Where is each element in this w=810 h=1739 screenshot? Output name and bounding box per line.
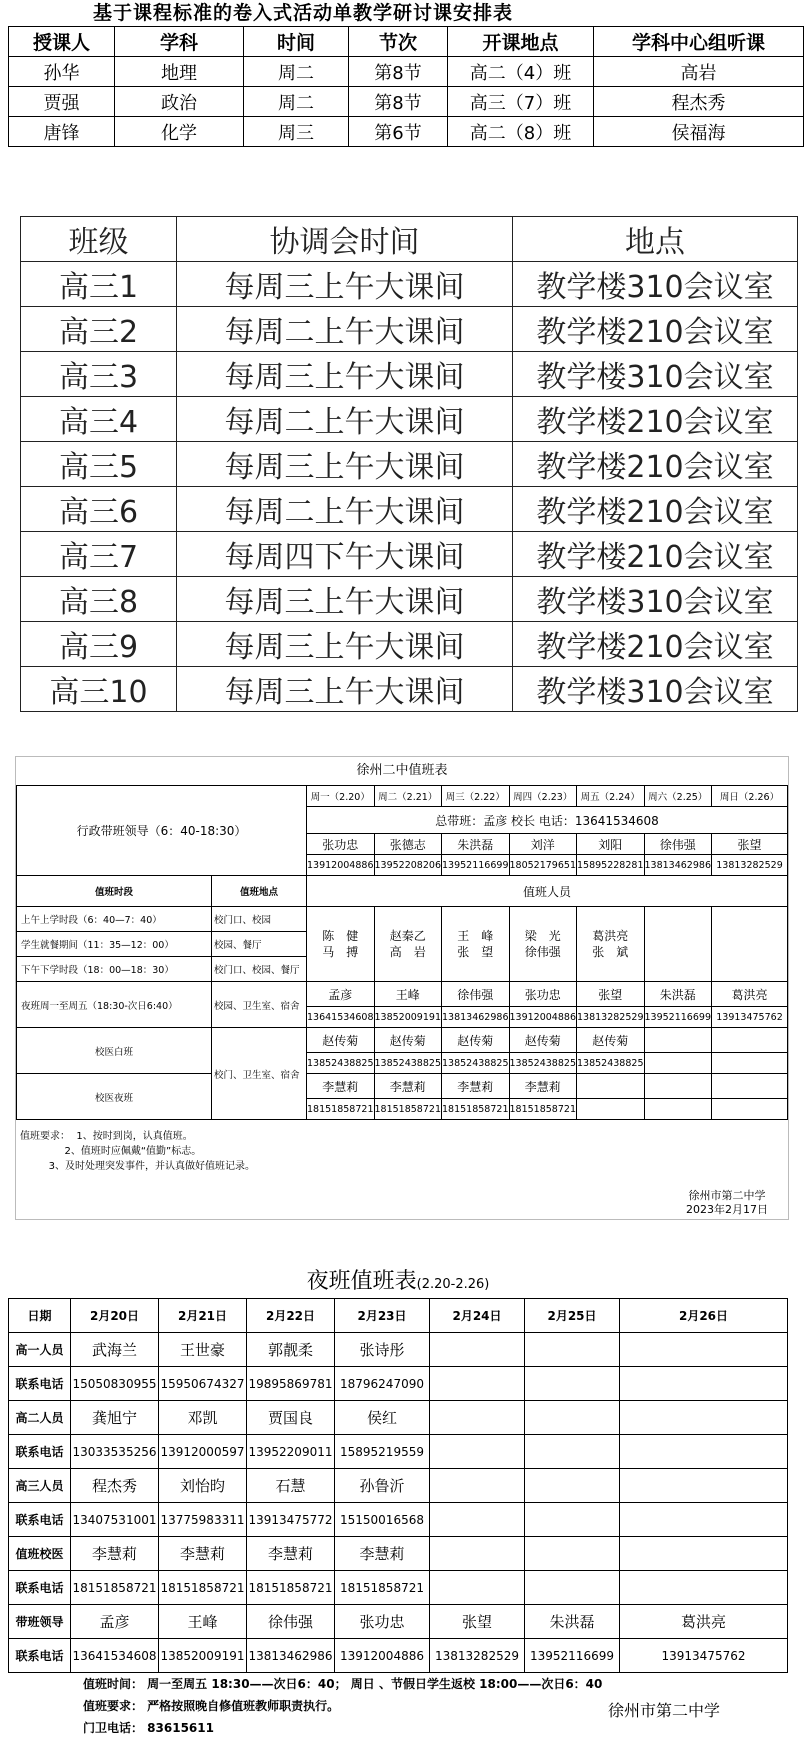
table-cell: 化学: [115, 117, 244, 147]
night-phone: 13813282529: [577, 1007, 645, 1028]
table-cell: 唐锋: [9, 117, 115, 147]
empty-cell: [644, 907, 712, 982]
phone-number: [430, 1435, 525, 1469]
table-row: [21, 667, 798, 712]
empty-cell: [712, 907, 788, 982]
night-name: 张功忠: [509, 982, 577, 1007]
duty-roster: [15, 756, 789, 1220]
person-name: 贾国良: [247, 1401, 335, 1435]
person-name: 葛洪亮: [620, 1605, 788, 1639]
phone-number: [430, 1367, 525, 1401]
person-name: [525, 1401, 620, 1435]
phone-number: 13407531001: [71, 1503, 159, 1537]
doctor-phone: 13852438825: [442, 1053, 510, 1074]
table-cell: 程杰秀: [594, 87, 804, 117]
table-cell: 教学楼210会议室: [513, 307, 798, 352]
table-cell: 高三8: [21, 577, 177, 622]
row-label: 联系电话: [9, 1435, 71, 1469]
table-cell: 周三: [244, 117, 349, 147]
row-label: 值班校医: [9, 1537, 71, 1571]
row-label: 联系电话: [9, 1367, 71, 1401]
table-cell: 高二（8）班: [448, 117, 594, 147]
phone-number: [620, 1571, 788, 1605]
duty-roster-signature: [686, 1189, 768, 1217]
day-cell: 周六（2.25）: [644, 786, 712, 807]
slot-place: 校园、餐厅: [212, 932, 307, 957]
row-label: 高三人员: [9, 1469, 71, 1503]
table-row: [21, 622, 798, 667]
day-people: 赵秦乙 高 岩: [374, 907, 442, 982]
leader-phone: 15895228281: [577, 855, 645, 876]
phone-number: 18151858721: [159, 1571, 247, 1605]
table-row: [9, 1367, 788, 1401]
table-cell: 教学楼310会议室: [513, 262, 798, 307]
date-label: 日期: [9, 1299, 71, 1333]
night-duty-signature: 徐州市第二中学: [608, 1701, 721, 1720]
header-cell: 时间: [244, 27, 349, 57]
person-name: 孙鲁沂: [335, 1469, 430, 1503]
person-name: 王世豪: [159, 1333, 247, 1367]
signature-date: 2023年2月17日: [686, 1203, 768, 1216]
table-row: [9, 1639, 788, 1673]
night-duty-time: 值班时间： 周一至周五 18:30——次日6：40； 周日 、节假日学生返校 18:00——次日6：40: [83, 1677, 603, 1691]
table-row: [21, 577, 798, 622]
night-name: 朱洪磊: [644, 982, 712, 1007]
table-cell: 教学楼210会议室: [513, 397, 798, 442]
table-row: [17, 907, 788, 932]
table-cell: 贾强: [9, 87, 115, 117]
night-duty-title: [8, 1266, 788, 1298]
table-row: [9, 1503, 788, 1537]
table-cell: 教学楼310会议室: [513, 352, 798, 397]
phone-number: 19895869781: [247, 1367, 335, 1401]
leader-phone: 13912004886: [307, 855, 375, 876]
table-cell: 第6节: [349, 117, 448, 147]
doctor-place: 校门、卫生室、宿舍: [212, 1028, 307, 1120]
table-row: [21, 532, 798, 577]
phone-number: 15150016568: [335, 1503, 430, 1537]
phone-number: 13641534608: [71, 1639, 159, 1673]
doctor-day-label: 校医白班: [17, 1028, 212, 1074]
phone-number: 13913475762: [620, 1639, 788, 1673]
night-phone: 13813462986: [442, 1007, 510, 1028]
leader-name: 刘洋: [509, 834, 577, 855]
table-cell: 每周四下午大课间: [177, 532, 513, 577]
day-people: 陈 健 马 搏: [307, 907, 375, 982]
person-name: 邓凯: [159, 1401, 247, 1435]
date-cell: 2月20日: [71, 1299, 159, 1333]
table-cell: 高三1: [21, 262, 177, 307]
phone-number: 13813462986: [247, 1639, 335, 1673]
table-row: [21, 487, 798, 532]
leader-name: 张德志: [374, 834, 442, 855]
table-row: [9, 1435, 788, 1469]
phone-number: [430, 1571, 525, 1605]
table-cell: 高岩: [594, 57, 804, 87]
table-row: [9, 1469, 788, 1503]
header-cell: 班级: [21, 217, 177, 262]
doctor-name: 赵传菊: [307, 1028, 375, 1053]
table-header-row: [9, 1299, 788, 1333]
person-name: [525, 1537, 620, 1571]
doctor-phone: 18151858721: [374, 1099, 442, 1120]
class-meeting-table: [20, 216, 798, 712]
header-cell: 开课地点: [448, 27, 594, 57]
night-duty-table: [8, 1266, 788, 1739]
person-name: 郭靓柔: [247, 1333, 335, 1367]
date-cell: 2月26日: [620, 1299, 788, 1333]
phone-number: [620, 1435, 788, 1469]
doctor-phone: 13852438825: [374, 1053, 442, 1074]
doctor-name: 赵传菊: [374, 1028, 442, 1053]
empty-cell: [712, 1028, 788, 1053]
doctor-name: 李慧莉: [374, 1074, 442, 1099]
table-cell: 每周二上午大课间: [177, 307, 513, 352]
person-name: 侯红: [335, 1401, 430, 1435]
table-cell: 高三5: [21, 442, 177, 487]
person-name: [620, 1469, 788, 1503]
night-phone: 13641534608: [307, 1007, 375, 1028]
person-name: 李慧莉: [247, 1537, 335, 1571]
table-cell: 每周三上午大课间: [177, 622, 513, 667]
day-cell: 周二（2.21）: [374, 786, 442, 807]
empty-cell: [644, 1099, 712, 1120]
person-name: [620, 1401, 788, 1435]
night-phone: 13913475762: [712, 1007, 788, 1028]
table-cell: 第8节: [349, 87, 448, 117]
phone-number: 15050830955: [71, 1367, 159, 1401]
empty-cell: [712, 1053, 788, 1074]
table-row: [21, 262, 798, 307]
table-row: [21, 307, 798, 352]
doctor-phone: 13852438825: [307, 1053, 375, 1074]
table-cell: 每周三上午大课间: [177, 442, 513, 487]
table-row: [17, 1028, 788, 1053]
doctor-night-label: 校医夜班: [17, 1074, 212, 1120]
doctor-name: 赵传菊: [442, 1028, 510, 1053]
period-label: 值班时段: [17, 876, 212, 907]
doctor-name: 李慧莉: [307, 1074, 375, 1099]
duty-roster-table: [16, 785, 788, 1120]
phone-number: 13912004886: [335, 1639, 430, 1673]
leader-name: 张望: [712, 834, 788, 855]
leader-phone: 13952208206: [374, 855, 442, 876]
general-leader: 总带班：孟彦 校长 电话：13641534608: [307, 807, 788, 834]
phone-number: 18151858721: [247, 1571, 335, 1605]
table-row: [9, 87, 804, 117]
phone-number: 13033535256: [71, 1435, 159, 1469]
day-cell: 周一（2.20）: [307, 786, 375, 807]
leader-name: 张功忠: [307, 834, 375, 855]
day-cell: 周四（2.23）: [509, 786, 577, 807]
phone-number: 13913475772: [247, 1503, 335, 1537]
night-name: 张望: [577, 982, 645, 1007]
phone-number: [525, 1503, 620, 1537]
header-cell: 节次: [349, 27, 448, 57]
row-label: 联系电话: [9, 1571, 71, 1605]
table-cell: 每周三上午大课间: [177, 352, 513, 397]
lesson-schedule-title: 基于课程标准的卷入式活动单教学研讨课安排表: [93, 2, 514, 24]
table-cell: 教学楼210会议室: [513, 532, 798, 577]
header-cell: 授课人: [9, 27, 115, 57]
empty-cell: [712, 1074, 788, 1099]
table-header-row: [9, 27, 804, 57]
empty-cell: [644, 1074, 712, 1099]
table-cell: 每周三上午大课间: [177, 667, 513, 712]
table-cell: 高二（4）班: [448, 57, 594, 87]
table-cell: 教学楼310会议室: [513, 667, 798, 712]
row-label: 联系电话: [9, 1639, 71, 1673]
table-cell: 高三7: [21, 532, 177, 577]
table-cell: 教学楼310会议室: [513, 577, 798, 622]
signature-org: 徐州市第二中学: [688, 1189, 766, 1202]
person-name: 武海兰: [71, 1333, 159, 1367]
lesson-schedule: [8, 0, 804, 147]
table-cell: 高三6: [21, 487, 177, 532]
phone-number: 15895219559: [335, 1435, 430, 1469]
table-cell: 高三（7）班: [448, 87, 594, 117]
row-label: 高一人员: [9, 1333, 71, 1367]
table-cell: 地理: [115, 57, 244, 87]
date-cell: 2月22日: [247, 1299, 335, 1333]
slot-place: 校门口、校园: [212, 907, 307, 932]
leader-name: 朱洪磊: [442, 834, 510, 855]
person-name: 程杰秀: [71, 1469, 159, 1503]
row-label: 带班领导: [9, 1605, 71, 1639]
leader-name: 刘阳: [577, 834, 645, 855]
table-cell: 高三9: [21, 622, 177, 667]
doctor-phone: 18151858721: [307, 1099, 375, 1120]
empty-cell: [712, 1099, 788, 1120]
person-name: 朱洪磊: [525, 1605, 620, 1639]
table-cell: 周二: [244, 87, 349, 117]
doctor-name: 李慧莉: [442, 1074, 510, 1099]
person-name: 张望: [430, 1605, 525, 1639]
phone-number: 13952209011: [247, 1435, 335, 1469]
night-name: 徐伟强: [442, 982, 510, 1007]
doctor-phone: 13852438825: [509, 1053, 577, 1074]
header-cell: 协调会时间: [177, 217, 513, 262]
gate-phone: 门卫电话： 83615611: [83, 1721, 214, 1735]
phone-number: [430, 1503, 525, 1537]
day-people: 梁 光 徐伟强: [509, 907, 577, 982]
table-cell: 教学楼210会议室: [513, 622, 798, 667]
leader-phone: 13813462986: [644, 855, 712, 876]
table-cell: 高三10: [21, 667, 177, 712]
day-cell: 周五（2.24）: [577, 786, 645, 807]
people-label: 值班人员: [307, 876, 788, 907]
person-name: [430, 1537, 525, 1571]
phone-number: 13775983311: [159, 1503, 247, 1537]
doctor-phone: 13852438825: [577, 1053, 645, 1074]
header-cell: 地点: [513, 217, 798, 262]
night-phone: 13912004886: [509, 1007, 577, 1028]
phone-number: [525, 1367, 620, 1401]
doctor-phone: 18151858721: [509, 1099, 577, 1120]
leader-name: 徐伟强: [644, 834, 712, 855]
person-name: [430, 1401, 525, 1435]
empty-cell: [644, 1053, 712, 1074]
night-duty-title-text: 夜班值班表: [306, 1269, 417, 1294]
slot-time: 上午上学时段（6：40—7：40）: [17, 907, 212, 932]
leader-phone: 13813282529: [712, 855, 788, 876]
table-cell: 教学楼210会议室: [513, 487, 798, 532]
doctor-name: 赵传菊: [509, 1028, 577, 1053]
night-place: 校园、卫生室、宿舍: [212, 982, 307, 1028]
phone-number: 13912000597: [159, 1435, 247, 1469]
phone-number: 18151858721: [71, 1571, 159, 1605]
table-cell: 政治: [115, 87, 244, 117]
person-name: 李慧莉: [159, 1537, 247, 1571]
night-phone: 13852009191: [374, 1007, 442, 1028]
leader-phone: 18052179651: [509, 855, 577, 876]
table-row: [17, 786, 788, 807]
person-name: 张诗彤: [335, 1333, 430, 1367]
slot-time: 学生就餐期间（11：35—12：00）: [17, 932, 212, 957]
table-cell: 教学楼210会议室: [513, 442, 798, 487]
table-row: [17, 876, 788, 907]
night-name: 葛洪亮: [712, 982, 788, 1007]
lesson-schedule-table: [8, 26, 804, 147]
person-name: [620, 1537, 788, 1571]
phone-number: [620, 1367, 788, 1401]
class-meeting-schedule: [20, 216, 798, 712]
phone-number: 13813282529: [430, 1639, 525, 1673]
slot-place: 校门口、校园、餐厅: [212, 957, 307, 982]
person-name: 张功忠: [335, 1605, 430, 1639]
table-cell: 周二: [244, 57, 349, 87]
doctor-name: 赵传菊: [577, 1028, 645, 1053]
person-name: 龚旭宁: [71, 1401, 159, 1435]
empty-cell: [644, 1028, 712, 1053]
phone-number: 18796247090: [335, 1367, 430, 1401]
table-cell: 每周二上午大课间: [177, 397, 513, 442]
table-row: [9, 57, 804, 87]
slot-time: 下午下学时段（18：00—18：30）: [17, 957, 212, 982]
night-duty-range: (2.20-2.26): [416, 1277, 490, 1292]
night-label: 夜班周一至周五（18:30-次日6:40）: [17, 982, 212, 1028]
table-row: [21, 397, 798, 442]
day-people: 王 峰 张 望: [442, 907, 510, 982]
table-cell: 高三3: [21, 352, 177, 397]
person-name: [620, 1333, 788, 1367]
date-cell: 2月24日: [430, 1299, 525, 1333]
leader-phone: 13952116699: [442, 855, 510, 876]
table-row: [9, 117, 804, 147]
person-name: 刘怡昀: [159, 1469, 247, 1503]
empty-cell: [577, 1074, 645, 1099]
date-cell: 2月23日: [335, 1299, 430, 1333]
date-cell: 2月25日: [525, 1299, 620, 1333]
night-phone: 13952116699: [644, 1007, 712, 1028]
person-name: 王峰: [159, 1605, 247, 1639]
person-name: [525, 1469, 620, 1503]
table-row: [17, 982, 788, 1007]
row-label: 高二人员: [9, 1401, 71, 1435]
table-cell: 高三2: [21, 307, 177, 352]
night-name: 孟彦: [307, 982, 375, 1007]
table-cell: 第8节: [349, 57, 448, 87]
table-row: [21, 442, 798, 487]
phone-number: [525, 1571, 620, 1605]
table-row: [9, 1605, 788, 1639]
table-cell: 每周二上午大课间: [177, 487, 513, 532]
person-name: [430, 1469, 525, 1503]
table-row: [9, 1333, 788, 1367]
empty-cell: [577, 1099, 645, 1120]
duty-requirements: 值班要求： 1、按时到岗，认真值班。 2、值班时应佩戴“值勤”标志。 3、及时处理突发事件，并认真做好值班记录。: [20, 1131, 255, 1172]
person-name: [430, 1333, 525, 1367]
table-cell: 每周三上午大课间: [177, 262, 513, 307]
place-label: 值班地点: [212, 876, 307, 907]
phone-number: 13852009191: [159, 1639, 247, 1673]
day-cell: 周三（2.22）: [442, 786, 510, 807]
table-row: [9, 1537, 788, 1571]
admin-label: 行政带班领导（6：40-18:30）: [17, 786, 307, 876]
phone-number: 15950674327: [159, 1367, 247, 1401]
person-name: 孟彦: [71, 1605, 159, 1639]
doctor-phone: 18151858721: [442, 1099, 510, 1120]
date-cell: 2月21日: [159, 1299, 247, 1333]
person-name: 李慧莉: [71, 1537, 159, 1571]
person-name: 徐伟强: [247, 1605, 335, 1639]
header-cell: 学科: [115, 27, 244, 57]
person-name: 李慧莉: [335, 1537, 430, 1571]
table-header-row: [21, 217, 798, 262]
day-cell: 周日（2.26）: [712, 786, 788, 807]
table-cell: 高三4: [21, 397, 177, 442]
night-duty-requirement: 值班要求： 严格按照晚自修值班教师职责执行。: [83, 1699, 340, 1713]
night-duty-grid: [8, 1298, 788, 1673]
doctor-name: 李慧莉: [509, 1074, 577, 1099]
person-name: [525, 1333, 620, 1367]
table-cell: 侯福海: [594, 117, 804, 147]
table-cell: 孙华: [9, 57, 115, 87]
header-cell: 学科中心组听课: [594, 27, 804, 57]
table-row: [21, 352, 798, 397]
duty-roster-title: 徐州二中值班表: [356, 763, 448, 778]
row-label: 联系电话: [9, 1503, 71, 1537]
night-name: 王峰: [374, 982, 442, 1007]
table-row: [9, 1571, 788, 1605]
phone-number: 18151858721: [335, 1571, 430, 1605]
day-people: 葛洪亮 张 斌: [577, 907, 645, 982]
phone-number: 13952116699: [525, 1639, 620, 1673]
phone-number: [620, 1503, 788, 1537]
table-row: [17, 1074, 788, 1099]
table-row: [9, 1401, 788, 1435]
table-cell: 每周三上午大课间: [177, 577, 513, 622]
phone-number: [525, 1435, 620, 1469]
person-name: 石慧: [247, 1469, 335, 1503]
